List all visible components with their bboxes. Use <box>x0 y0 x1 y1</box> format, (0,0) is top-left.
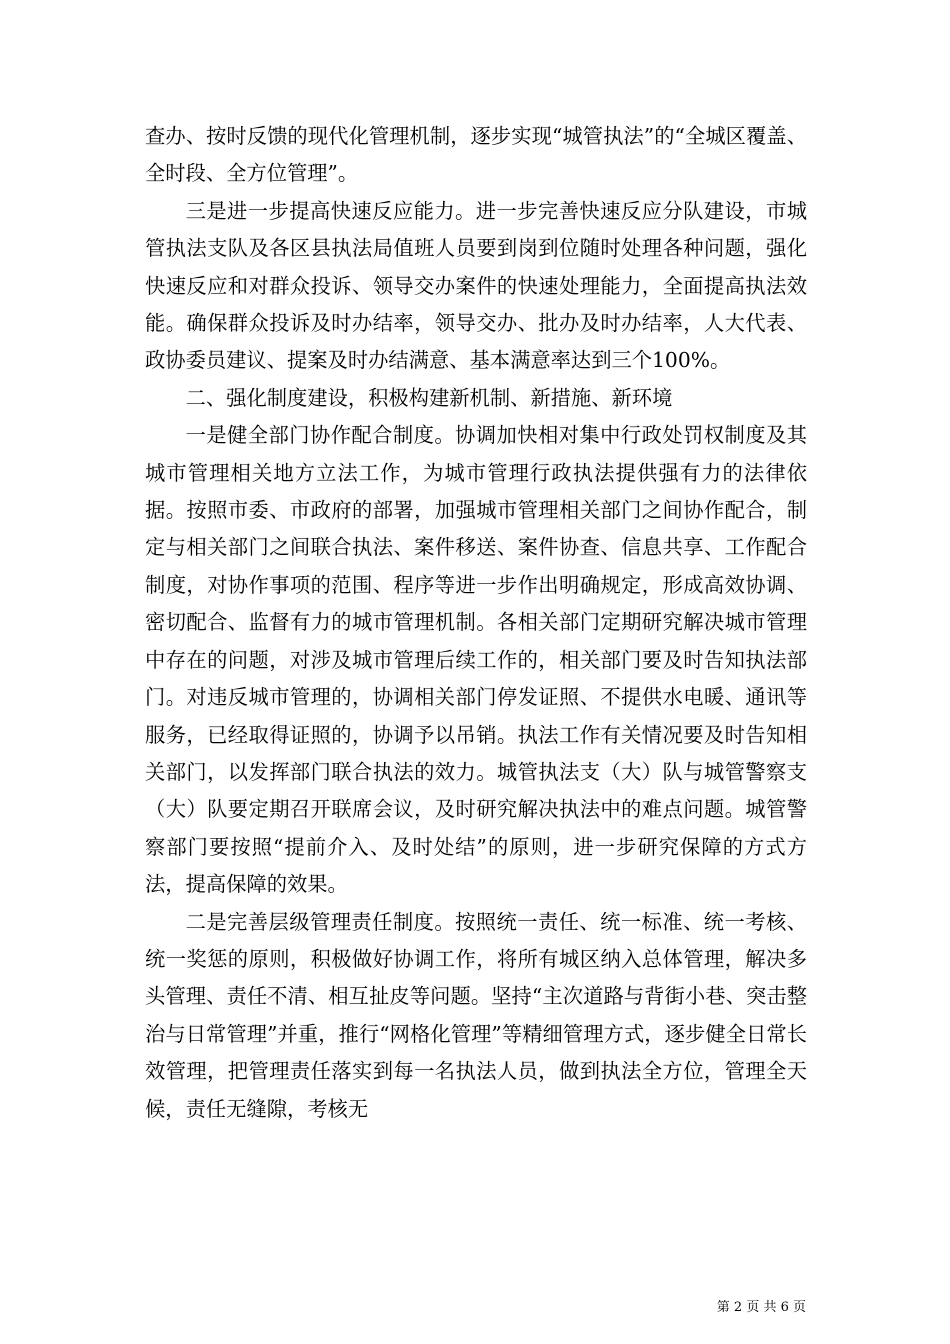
paragraph-4: 二是完善层级管理责任制度。按照统一责任、统一标准、统一考核、统一奖惩的原则，积极做好协调工作，将所有城区纳入总体管理，解决多头管理、责任不清、相互扯皮等问题。坚持“主次道路与背街小巷、突击整治与日常管理”并重，推行“网格化管理”等精细管理方式，逐步健全日常长效管理，把管理责任落实到每一名执法人员，做到执法全方位，管理全天候，责任无缝隙，考核无 <box>145 909 807 1121</box>
paragraph-3: 一是健全部门协作配合制度。协调加快相对集中行政处罚权制度及其城市管理相关地方立法工作，为城市管理行政执法提供强有力的法律依据。按照市委、市政府的部署，加强城市管理相关部门之间协作配合，制定与相关部门之间联合执法、案件移送、案件协查、信息共享、工作配合制度，对协作事项的范围、程序等进一步作出明确规定，形成高效协调、密切配合、监督有力的城市管理机制。各相关部门定期研究解决城市管理中存在的问题，对涉及城市管理后续工作的，相关部门要及时告知执法部门。对违反城市管理的，协调相关部门停发证照、不提供水电暖、通讯等服务，已经取得证照的，协调予以吊销。执法工作有关情况要及时告知相关部门，以发挥部门联合执法的效力。城管执法支（大）队与城管警察支（大）队要定期召开联席会议，及时研究解决执法中的难点问题。城管警察部门要按照“提前介入、及时处结”的原则，进一步研究保障的方式方法，提高保障的效果。 <box>145 423 807 897</box>
page-number-footer: 第 2 页 共 6 页 <box>716 1300 806 1315</box>
paragraph-2: 三是进一步提高快速反应能力。进一步完善快速反应分队建设，市城管执法支队及各区县执法局值班人员要到岗到位随时处理各种问题，强化快速反应和对群众投诉、领导交办案件的快速处理能力，全面提高执法效能。确保群众投诉及时办结率，领导交办、批办及时办结率，人大代表、政协委员建议、提案及时办结满意、基本满意率达到三个100%。 <box>145 198 807 373</box>
paragraph-1: 查办、按时反馈的现代化管理机制，逐步实现“城管执法”的“全城区覆盖、全时段、全方位管理”。 <box>145 124 807 186</box>
section-heading: 二、强化制度建设，积极构建新机制、新措施、新环境 <box>185 385 673 410</box>
page-body <box>145 118 807 1128</box>
